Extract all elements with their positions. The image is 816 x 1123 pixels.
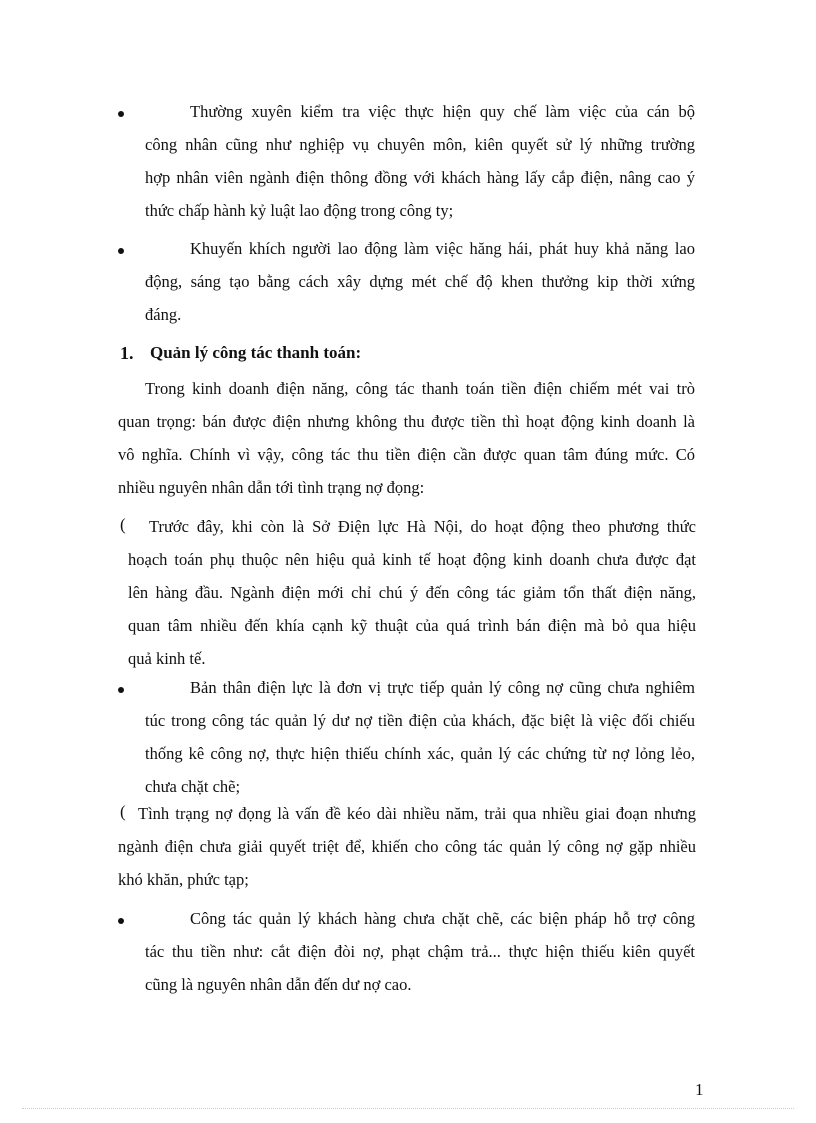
text-line: quả kinh tế. [128, 649, 206, 668]
text-line: thống kê công nợ, thực hiện thiếu chính xác, quản lý các chứng từ nợ lỏng lẻo, [145, 744, 695, 763]
bullet-paragraph-1 [145, 95, 695, 227]
bullet-marker [118, 111, 124, 117]
bullet-paragraph-4 [145, 902, 695, 1001]
text-line: Tình trạng nợ đọng là vấn đề kéo dài nhiều năm, trải qua nhiều giai đoạn nhưng [138, 804, 696, 823]
text-line: tác thu tiền như: cắt điện đòi nợ, phạt chậm trả... thực hiện thiếu kiên quyết [145, 942, 695, 961]
bullet-paragraph-2 [145, 232, 695, 331]
text-line: đáng. [145, 305, 182, 324]
paren-paragraph-2 [118, 797, 696, 896]
bullet-marker [118, 687, 124, 693]
text-line: nhiều nguyên nhân dẫn tới tình trạng nợ đọng: [118, 478, 425, 497]
text-line: công nhân cũng như nghiệp vụ chuyên môn, kiên quyết sử lý những trường [145, 135, 695, 154]
text-line: cũng là nguyên nhân dẫn đến dư nợ cao. [145, 975, 412, 994]
text-line: khó khăn, phức tạp; [118, 870, 249, 889]
section-title: Quản lý công tác thanh toán: [150, 343, 362, 362]
paren-marker: ( [120, 515, 126, 534]
text-line: túc trong công tác quản lý dư nợ tiền điện của khách, đặc biệt là việc đối chiếu [145, 711, 695, 730]
text-line: lên hàng đầu. Ngành điện mới chỉ chú ý đến công tác giảm tổn thất điện năng, [128, 583, 696, 602]
text-line: hoạch toán phụ thuộc nên hiệu quả kinh tế hoạt động kinh doanh chưa được đạt [128, 550, 696, 569]
paren-paragraph-1 [128, 510, 696, 675]
page-number: 1 [695, 1080, 704, 1099]
paren-marker: ( [120, 802, 126, 821]
text-line: thức chấp hành kỷ luật lao động trong công ty; [145, 201, 454, 220]
text-line: Trước đây, khi còn là Sở Điện lực Hà Nội, do hoạt động theo phương thức [149, 517, 696, 536]
intro-paragraph [118, 372, 695, 504]
bullet-marker [118, 248, 124, 254]
text-line: quan trọng: bán được điện nhưng không thu được tiền thì hoạt động kinh doanh là [118, 412, 695, 431]
text-line: chưa chặt chẽ; [145, 777, 241, 796]
footer-divider [22, 1108, 794, 1109]
text-line: ngành điện chưa giải quyết triệt để, khiến cho công tác quản lý công nợ gặp nhiều [118, 837, 696, 856]
text-line: động, sáng tạo bằng cách xây dựng mét chế độ khen thưởng kip thời xứng [145, 272, 695, 291]
text-line: Khuyến khích người lao động làm việc hăng hái, phát huy khả năng lao [190, 239, 695, 258]
text-line: hợp nhân viên ngành điện thông đồng với khách hàng lấy cắp điện, nâng cao ý [145, 168, 695, 187]
text-line: Trong kinh doanh điện năng, công tác thanh toán tiền điện chiếm mét vai trò [145, 379, 695, 398]
text-line: Công tác quản lý khách hàng chưa chặt chẽ, các biện pháp hỗ trợ công [190, 909, 695, 928]
text-line: Thường xuyên kiểm tra việc thực hiện quy chế làm việc của cán bộ [190, 102, 695, 121]
text-line: Bản thân điện lực là đơn vị trực tiếp quản lý công nợ cũng chưa nghiêm [190, 678, 695, 697]
text-line: vô nghĩa. Chính vì vậy, công tác thu tiền điện cần được quan tâm đúng mức. Có [118, 445, 695, 464]
section-number: 1. [120, 343, 134, 363]
bullet-paragraph-3 [145, 671, 695, 803]
text-line: quan tâm nhiều đến khía cạnh kỹ thuật của quá trình bán điện mà bỏ qua hiệu [128, 616, 696, 635]
bullet-marker [118, 918, 124, 924]
